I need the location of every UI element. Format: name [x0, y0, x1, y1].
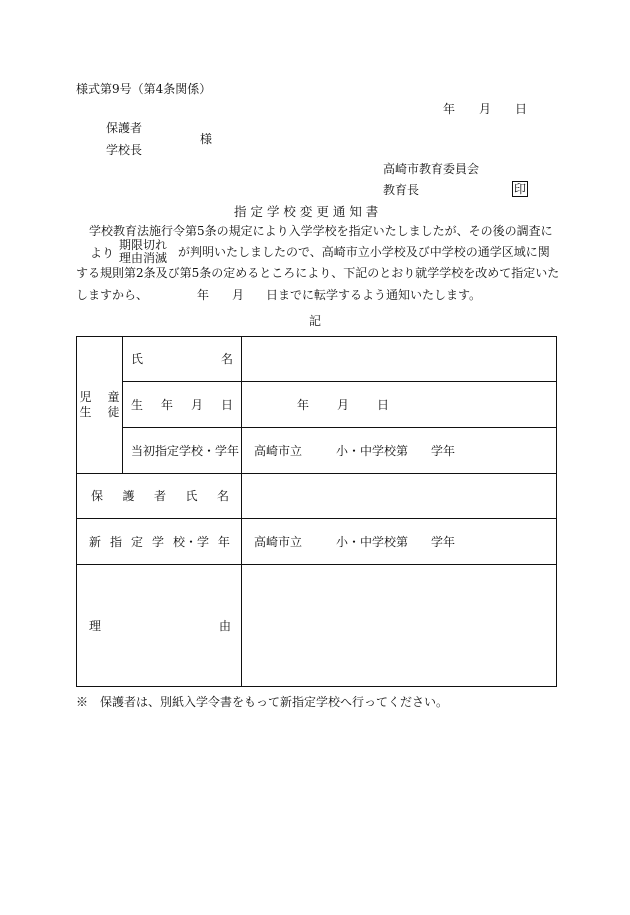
new-school-field[interactable]: 高崎市立 小・中学校第 学年 [242, 519, 557, 565]
reason-option-lapsed: 理由消滅 [119, 251, 168, 265]
original-school-label: 当初指定学校・学年 [123, 428, 242, 474]
date-month: 月 [479, 102, 492, 116]
reason-field[interactable] [242, 565, 557, 687]
issuer-title: 教育長 [383, 183, 420, 197]
date-year: 年 [443, 102, 456, 116]
body-line-2: が判明いたしましたので、高崎市立小学校及び中学校の通学区域に関 [178, 245, 550, 259]
table-row [77, 337, 557, 382]
body-line-4-start: しますから、 [76, 288, 149, 302]
name-label: 氏 名 [123, 337, 242, 382]
addressee-principal: 学校長 [106, 143, 143, 157]
reason-option-expired: 期限切れ [119, 238, 168, 252]
original-school-field[interactable]: 高崎市立 小・中学校第 学年 [242, 428, 557, 474]
footnote: ※ 保護者は、別紙入学令書をもって新指定学校へ行ってください。 [76, 695, 449, 709]
document-title: 指 定 学 校 変 更 通 知 書 [234, 204, 379, 219]
guardian-name-label: 保 護 者 氏 名 [77, 474, 242, 519]
table-row [77, 428, 557, 474]
birthdate-field[interactable]: 年 月 日 [242, 382, 557, 428]
date-day: 日 [515, 102, 528, 116]
body-line-3: する規則第2条及び第5条の定めるところにより、下記のとおり就学学校を改めて指定いた [76, 266, 560, 280]
new-school-label: 新 指 定 学 校・学 年 [77, 519, 242, 565]
table-row [77, 474, 557, 519]
table-row [77, 519, 557, 565]
guardian-name-field[interactable] [242, 474, 557, 519]
birthdate-label: 生 年 月 日 [123, 382, 242, 428]
addressee-guardian: 保護者 [106, 121, 143, 135]
seal-stamp: 印 [514, 182, 527, 196]
reason-options [119, 239, 167, 265]
name-field[interactable] [242, 337, 557, 382]
addressee-honorific: 様 [200, 132, 213, 146]
form-number: 様式第9号（第4条関係） [76, 82, 212, 96]
ki-marker: 記 [309, 314, 322, 328]
notification-table [76, 336, 557, 687]
body-line-4-end: 日までに転学するよう通知いたします。 [266, 288, 482, 302]
table-row [77, 565, 557, 687]
issuer-org: 高崎市教育委員会 [383, 162, 480, 176]
body-line-1: 学校教育法施行令第5条の規定により入学学校を指定いたしましたが、その後の調査に [89, 224, 553, 238]
body-yori: より [90, 246, 115, 260]
table-row [77, 382, 557, 428]
body-line-4-year: 年 [197, 288, 210, 302]
child-student-group-label: 児 童 生 徒 [77, 337, 123, 474]
reason-label: 理 由 [77, 565, 242, 687]
body-line-4-month: 月 [232, 288, 245, 302]
